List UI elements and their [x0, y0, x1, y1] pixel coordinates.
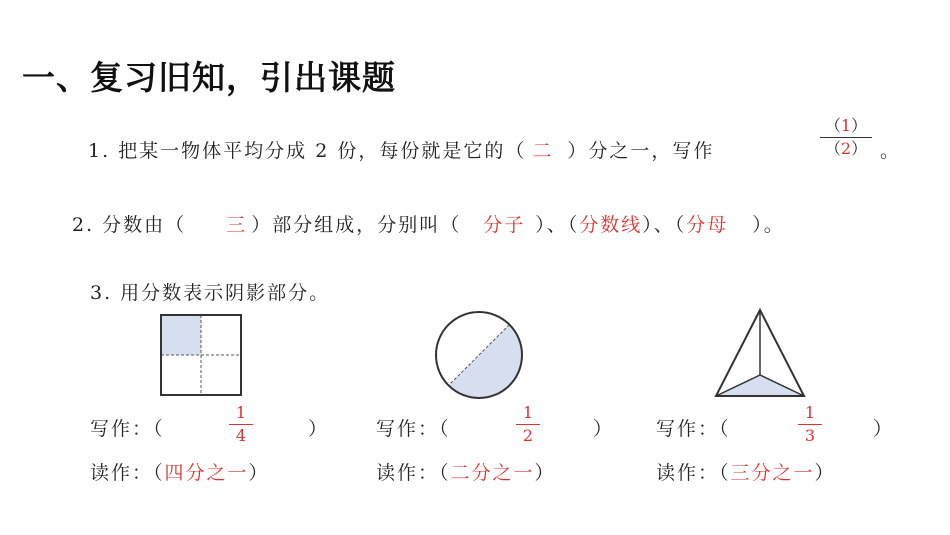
- q2-answer-2: 分子: [483, 214, 526, 236]
- triangle-figure: [714, 308, 806, 398]
- q1-text-b: ）分之一，写作: [567, 140, 715, 162]
- shaded-third: [716, 375, 804, 396]
- read-label-1: 读作：（四分之一）: [90, 462, 270, 484]
- question-2: [72, 210, 785, 237]
- shaded-quarter: [161, 315, 201, 355]
- q1-fraction: （1） （2）: [820, 117, 872, 158]
- q2-answer-3: 分数线: [579, 214, 643, 236]
- circle-figure: [434, 310, 524, 400]
- q2-answer-1: 三: [226, 214, 248, 236]
- write-answer-1: 1 4: [229, 404, 253, 445]
- q2-text-d: ）、（: [642, 214, 687, 236]
- page-title: 一、复习旧知，引出课题: [22, 58, 396, 97]
- q1-frac-num: 1: [840, 116, 852, 135]
- read-answer-3: 三分之一: [730, 462, 815, 484]
- write-answer-2: 1 2: [516, 404, 540, 445]
- q1-frac-den: 2: [840, 139, 852, 158]
- write-label-1: 写作：（: [90, 418, 165, 440]
- read-answer-2: 二分之一: [450, 462, 535, 484]
- write-label-2: 写作：（: [376, 418, 451, 440]
- fraction-bar: [820, 137, 872, 138]
- q2-text-b: ）部分组成，分别叫（: [251, 214, 462, 236]
- q1-text-a: 1. 把某一物体平均分成 2 份，每份就是它的（: [88, 140, 527, 162]
- write-answer-3: 1 3: [798, 404, 822, 445]
- read-answer-1: 四分之一: [164, 462, 249, 484]
- question-1: [88, 136, 714, 163]
- write-label-3: 写作：（: [656, 418, 731, 440]
- read-label-3: 读作：（三分之一）: [656, 462, 836, 484]
- square-figure: [160, 314, 242, 396]
- read-label-2: 读作：（二分之一）: [376, 462, 556, 484]
- q2-text-e: ）。: [752, 214, 785, 236]
- q2-text-c: ）、（: [535, 214, 580, 236]
- question-3: 3. 用分数表示阴影部分。: [90, 282, 331, 304]
- q1-answer: 二: [532, 140, 554, 162]
- q1-end: 。: [880, 140, 902, 162]
- q2-answer-4: 分母: [686, 214, 729, 236]
- q2-text-a: 2. 分数由（: [72, 214, 187, 236]
